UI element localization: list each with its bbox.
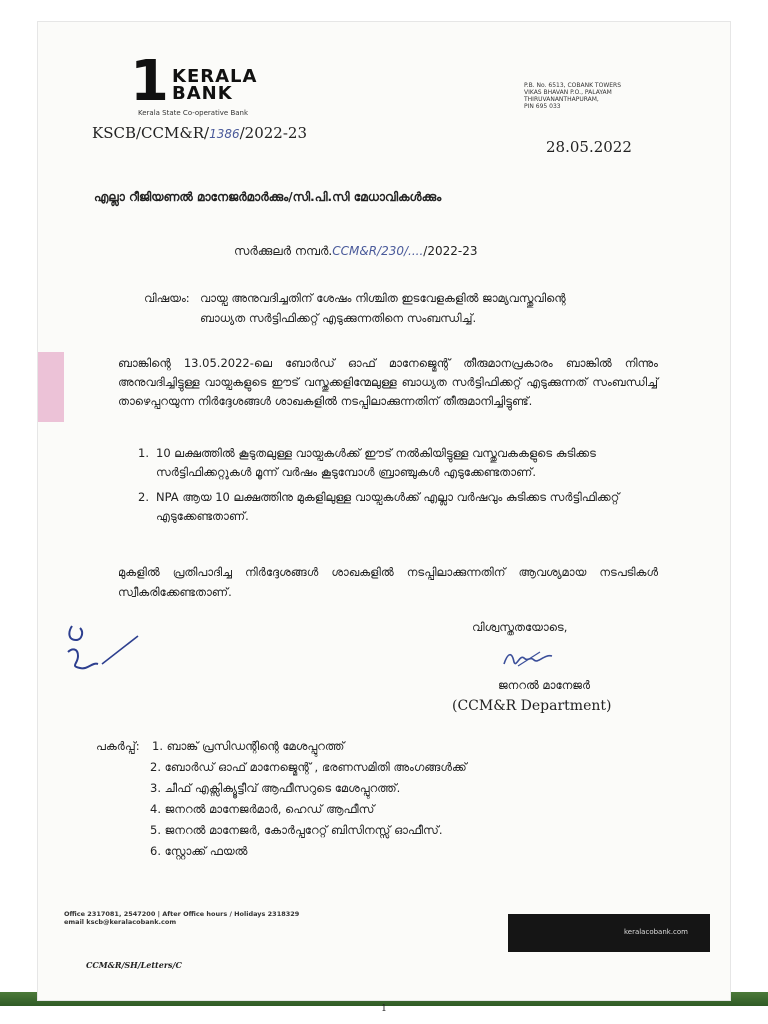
file-reference: CCM&R/SH/Letters/C [86, 960, 182, 970]
circular-label: സർക്കുലർ നമ്പർ. [234, 244, 333, 258]
subject-line2: ബാധ്യത സർട്ടിഫിക്കറ്റ് എടുക്കുന്നതിനെ സംബന്ധിച്ച്. [200, 311, 477, 325]
edge-stain [38, 352, 64, 422]
list-item [138, 444, 658, 482]
closing-paragraph: മുകളിൽ പ്രതിപാദിച്ച നിർദ്ദേശങ്ങൾ ശാഖകളിൽ നടപ്പിലാക്കുന്നതിന് ആവശ്യമായ നടപടികൾ സ്വീകരിക്കേണ്ടതാണ്. [118, 565, 658, 599]
subject-label: വിഷയം: [144, 291, 190, 305]
list-item-number: 4. [150, 802, 161, 816]
copies-label: പകർപ്പ്: [96, 739, 140, 753]
instruction-list [138, 444, 658, 532]
footer-contact [64, 910, 299, 926]
list-item-text: NPA ആയ 10 ലക്ഷത്തിനു മുകളിലുള്ള വായ്പകൾക്ക് എല്ലാ വർഷവും കുടിക്കട സർട്ടിഫിക്കറ്റ് എടുക്കേണ്ടതാണ്. [156, 490, 620, 523]
list-item-number: 6. [150, 844, 161, 858]
reference-prefix: KSCB/CCM&R/ [92, 124, 210, 142]
list-item-text: ജനറൽ മാനേജർ, കോർപ്പറേറ്റ് ബിസിനസ്സ് ഓഫീസ്. [164, 823, 443, 837]
subject-block [144, 288, 566, 328]
reference-handwritten: 1386 [209, 127, 240, 141]
circular-handwritten: CCM&R/230/.... [332, 244, 424, 258]
logo-bank-name [172, 68, 257, 102]
addressee: എല്ലാ റീജിയണൽ മാനേജർമാർക്കും/സി.പി.സി മേധാവികൾക്കും [94, 190, 442, 204]
copies-list [96, 736, 467, 862]
list-item [96, 799, 467, 820]
letter-date: 28.05.2022 [546, 138, 632, 156]
footer-email: email kscb@keralacobank.com [64, 918, 177, 926]
list-item [138, 488, 658, 526]
list-item-text: ബാങ്ക് പ്രസിഡന്റിന്റെ മേശപ്പുറത്ത് [166, 739, 345, 753]
list-item-number: 1. [152, 739, 163, 753]
list-item-number: 3. [150, 781, 161, 795]
list-item-text: ജനറൽ മാനേജർമാർ, ഹെഡ് ആഫീസ് [164, 802, 375, 816]
list-item [96, 757, 467, 778]
list-item [96, 736, 467, 757]
bank-address [524, 82, 694, 110]
bank-name-line2: BANK [172, 83, 233, 104]
list-item [96, 778, 467, 799]
list-item [96, 820, 467, 841]
designation: ജനറൽ മാനേജർ [498, 678, 591, 692]
list-item-number: 5. [150, 823, 161, 837]
circular-number [234, 244, 477, 259]
footer-phone: Office 2317081, 2547200 | After Office hours / Holidays 2318329 [64, 910, 300, 918]
address-line: P.B. No. 6513, COBANK TOWERS [524, 82, 622, 89]
list-item-text: സ്റ്റോക്ക് ഫയൽ [164, 844, 248, 858]
department: (CCM&R Department) [452, 698, 612, 714]
address-line: THIRUVANANTHAPURAM, [524, 96, 599, 103]
list-item-text: ബോർഡ് ഓഫ് മാനേജ്മെന്റ് , ഭരണസമിതി അംഗങ്ങൾക്ക് [164, 760, 467, 774]
list-item-number: 1. [138, 446, 149, 460]
page-number: 1 [381, 1004, 387, 1014]
subject-line1: വായ്പ അനുവദിച്ചതിന് ശേഷം നിശ്ചിത ഇടവേളകളിൽ ജാമ്യവസ്തുവിന്റെ [200, 291, 566, 305]
bank-subtitle: Kerala State Co-operative Bank [138, 109, 249, 117]
footer-website: keralacobank.com [623, 928, 688, 936]
list-item-text: 10 ലക്ഷത്തിൽ കൂടുതലുള്ള വായ്പകൾക്ക് ഈട് നൽകിയിട്ടുള്ള വസ്തുവകകളുടെ കുടിക്കട സർട്ടിഫിക്കറ്റുകൾ മൂന്ന് വർഷം കൂടുമ്പോൾ ബ്രാഞ്ചുകൾ എടുക്കേണ്ടതാണ്. [156, 446, 596, 479]
reference-suffix: /2022-23 [239, 124, 307, 142]
bank-name-line1: KERALA [172, 66, 258, 87]
list-item-number: 2. [150, 760, 161, 774]
logo-numeral: 1 [130, 49, 169, 114]
list-item-text: ചീഫ് എക്സിക്യൂട്ടീവ് ആഫീസറുടെ മേശപ്പുറത്ത്. [164, 781, 401, 795]
signature-icon [500, 646, 560, 672]
document-page [38, 22, 730, 1000]
address-line: VIKAS BHAVAN P.O., PALAYAM [524, 89, 612, 96]
circular-year: /2022-23 [423, 244, 478, 258]
regards-text: വിശ്വസ്തതയോടെ, [472, 620, 568, 634]
kerala-bank-logo [130, 49, 330, 126]
address-line: PIN 695 033 [524, 103, 561, 110]
website-banner [508, 914, 710, 952]
list-item [96, 841, 467, 862]
list-item-number: 2. [138, 490, 149, 504]
handwritten-initials-icon [58, 618, 148, 678]
body-paragraph: ബാങ്കിന്റെ 13.05.2022-ലെ ബോർഡ് ഓഫ് മാനേജ്മെന്റ് തീരുമാനപ്രകാരം ബാങ്കിൽ നിന്നും അനുവദിച്ചിട്ടുള്ള വായ്പകളുടെ ഈട് വസ്തുക്കളിന്മേലുള്ള ബാധ്യത സർട്ടിഫിക്കറ്റ് എടുക്കുന്നത് സംബന്ധിച്ച് താഴെപ്പറയുന്ന നിർദ്ദേശങ്ങൾ ശാഖകളിൽ നടപ്പിലാക്കുന്നതിന് തീരുമാനിച്ചിട്ടുണ്ട്. [118, 356, 658, 408]
reference-number [92, 124, 307, 142]
